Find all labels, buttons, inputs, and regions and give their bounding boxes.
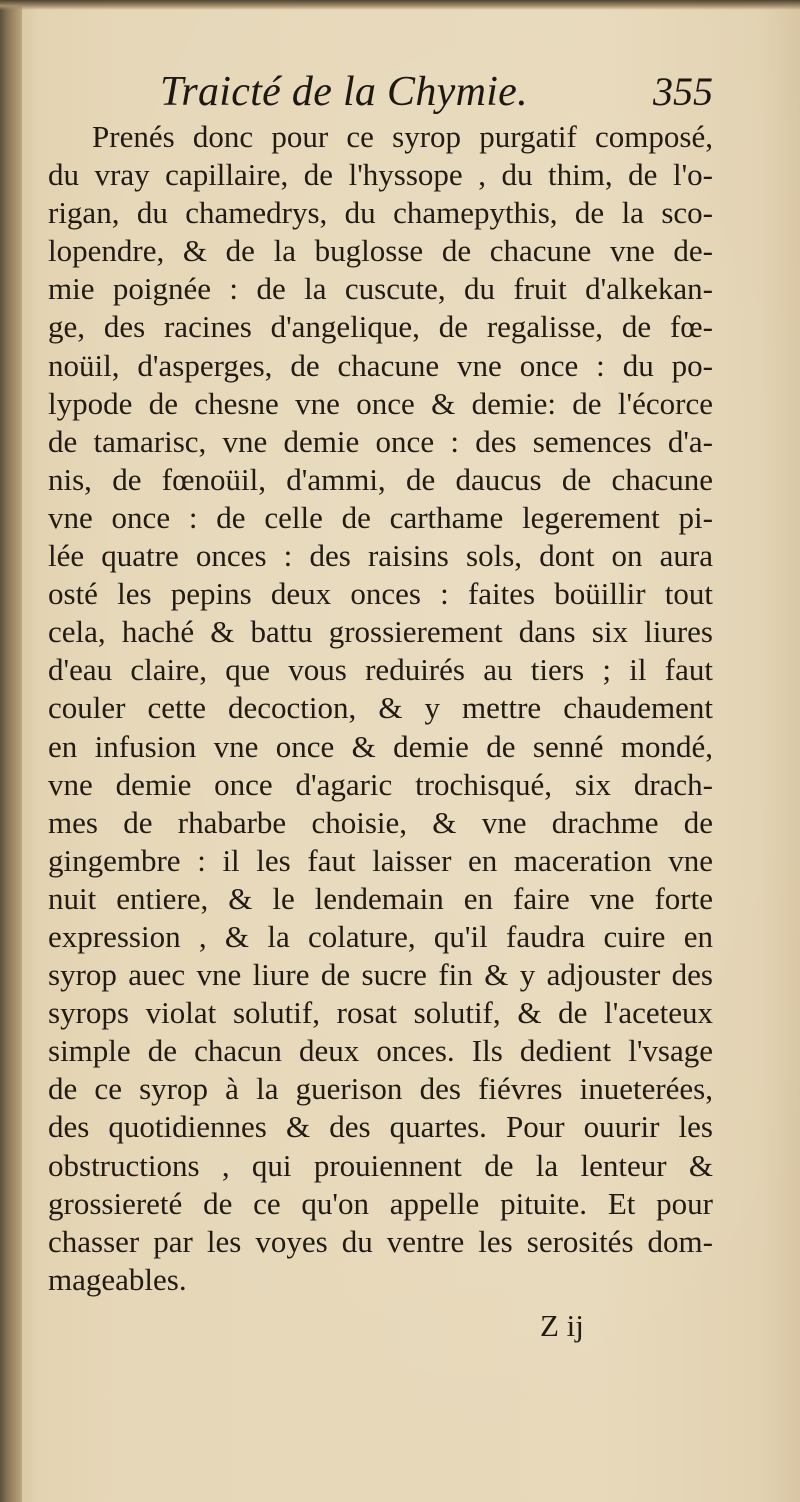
signature-mark: Z ij <box>540 1308 584 1343</box>
text-line: mageables. <box>48 1261 187 1297</box>
text-line: grossiereté de ce qu'on appelle pituite. Et pour <box>48 1185 713 1221</box>
text-line: simple de chacun deux onces. Ils dedient l'vsage <box>48 1033 713 1069</box>
text-line: cela, haché & battu grossierement dans six liures <box>48 614 713 650</box>
running-head <box>48 62 713 122</box>
text-line: de ce syrop à la guerison des fiévres inueterées, <box>48 1071 713 1107</box>
text-line: Prenés donc pour ce syrop purgatif composé, <box>92 119 713 154</box>
text-line: mie poignée : de la cuscute, du fruit d'alkekan- <box>48 271 713 307</box>
text-line: en infusion vne once & demie de senné mondé, <box>48 728 713 764</box>
text-line: obstructions , qui prouiennent de la lenteur & <box>48 1147 713 1183</box>
text-line: ge, des racines d'angelique, de regalisse, de fœ- <box>48 309 713 345</box>
text-line: du vray capillaire, de l'hyssope , du thim, de l'o- <box>48 157 713 193</box>
text-line: lypode de chesne vne once & demie: de l'écorce <box>48 385 713 421</box>
text-line: lopendre, & de la buglosse de chacune vne de- <box>48 233 713 269</box>
text-line: nuit entiere, & le lendemain en faire vne forte <box>48 880 713 916</box>
body-text <box>48 118 713 1299</box>
text-line: vne once : de celle de carthame legerement pi- <box>48 499 713 535</box>
text-line: couler cette decoction, & y mettre chaudement <box>48 690 713 726</box>
text-line: nis, de fœnoüil, d'ammi, de daucus de chacune <box>48 461 713 497</box>
text-line: de tamarisc, vne demie once : des semences d'a- <box>48 423 713 459</box>
text-line: gingembre : il les faut laisser en maceration vne <box>48 842 713 878</box>
binding-gutter <box>0 0 22 1502</box>
text-line: expression , & la colature, qu'il faudra cuire en <box>48 918 713 954</box>
page-top-edge <box>0 0 800 10</box>
page-number: 355 <box>653 69 713 114</box>
text-line: d'eau claire, que vous reduirés au tiers ; il faut <box>48 652 713 688</box>
text-line: chasser par les voyes du ventre les serosités dom- <box>48 1223 713 1259</box>
text-line: vne demie once d'agaric trochisqué, six drach- <box>48 766 713 802</box>
text-line: syrops violat solutif, rosat solutif, & de l'aceteux <box>48 995 713 1031</box>
text-line: mes de rhabarbe choisie, & vne drachme de <box>48 804 713 840</box>
text-line: osté les pepins deux onces : faites boüillir tout <box>48 576 713 612</box>
text-line: rigan, du chamedrys, du chamepythis, de la sco- <box>48 195 713 231</box>
text-line: noüil, d'asperges, de chacune vne once : du po- <box>48 347 713 383</box>
text-line: lée quatre onces : des raisins sols, dont on aura <box>48 538 713 574</box>
text-line: des quotidiennes & des quartes. Pour ouurir les <box>48 1109 713 1145</box>
running-title: Traicté de la Chymie. <box>160 69 528 115</box>
text-line: syrop auec vne liure de sucre fin & y adjouster des <box>48 957 713 993</box>
